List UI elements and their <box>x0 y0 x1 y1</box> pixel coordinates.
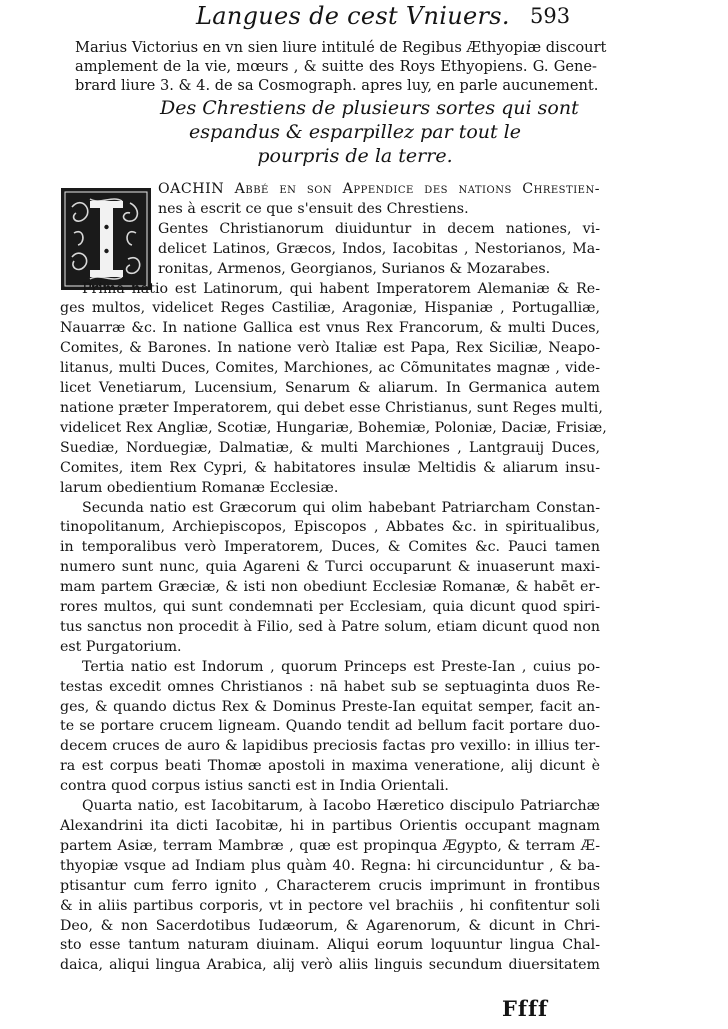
heading-line: Des Chrestiens de plusieurs sortes qui sont <box>160 97 579 119</box>
section-heading <box>160 96 579 168</box>
text-line: Nauarræ &c. In natione Gallica est vnus Rex Francorum, & multi Duces, <box>60 320 600 337</box>
text-line: Prima natio est Latinorum, qui habent Imperatorem Alemaniæ & Re- <box>82 280 600 297</box>
text-line: Alexandrini ita dicti Iacobitæ, hi in partibus Orientis occupant magnam <box>60 818 600 834</box>
text-line: Comites, item Rex Cypri, & habitatores insulæ Meltidis & aliarum insu- <box>60 459 600 476</box>
heading-line: espandus & esparpillez par tout le <box>188 121 522 143</box>
text-line: te se portare crucem ligneam. Quando tendit ad bellum facit portare duo- <box>60 718 600 735</box>
text-line: tus sanctus non procedit à Filio, sed à Patre solum, etiam dicunt quod non <box>60 618 600 635</box>
text-line: ronitas, Armenos, Georgianos, Surianos & Mozarabes. <box>158 260 551 277</box>
text-line: partem Asiæ, terram Mambræ , quæ est propinqua Ægypto, & terram Æ- <box>60 837 600 854</box>
intro-paragraph <box>75 38 607 95</box>
text-line: rores multos, qui sunt condemnati per Ecclesiam, quia dicunt quod spiri- <box>60 599 600 616</box>
text-line: nes à escrit ce que s'ensuit des Chrestiens. <box>158 200 469 217</box>
page-number: 593 <box>530 4 571 28</box>
signature-mark: Ffff <box>502 996 549 1021</box>
text-line: videlicet Rex Angliæ, Scotiæ, Hungariæ, Bohemiæ, Poloniæ, Daciæ, Frisiæ, <box>60 419 607 436</box>
text-line: litanus, multi Duces, Comites, Marchiones, ac Cõmunitates magnæ , vide- <box>60 360 600 377</box>
text-line: licet Venetiarum, Lucensium, Senarum & aliarum. In Germanica autem <box>60 380 600 397</box>
text-line: testas excedit omnes Christianos : nā habet sub se septuaginta duos Re- <box>60 678 600 695</box>
running-title: Langues de cest Vniuers. <box>196 2 510 30</box>
text-line: Comites, & Barones. In natione verò Italiæ est Papa, Rex Siciliæ, Neapo- <box>60 340 600 357</box>
text-line: larum obedientium Romanæ Ecclesiæ. <box>60 479 339 496</box>
text-line: natione præter Imperatorem, qui debet esse Christianus, sunt Reges multi, <box>60 399 603 416</box>
text-line: ra est corpus beati Thomæ apostoli in maxima veneratione, alij dicunt è <box>60 758 600 775</box>
text-line: contra quod corpus istius sancti est in India Orientali. <box>60 778 449 795</box>
text-line: ges multos, videlicet Reges Castiliæ, Aragoniæ, Hispaniæ , Portugalliæ, <box>60 300 600 317</box>
text-line: OACHIN Abbé en son Appendice des nations Chrestien- <box>158 181 600 197</box>
intro-line: brard liure 3. & 4. de sa Cosmograph. apres luy, en parle aucunement. <box>75 77 599 94</box>
body-text <box>60 180 607 976</box>
text-line: tinopolitanum, Archiepiscopos, Episcopos , Abbates &c. in spiritualibus, <box>60 519 600 536</box>
text-line: ges, & quando dictus Rex & Dominus Preste-Ian equitat semper, facit an- <box>60 698 600 715</box>
text-line: delicet Latinos, Græcos, Indos, Iacobitas , Nestorianos, Ma- <box>158 240 600 257</box>
text-line: ptisantur cum ferro ignito , Characterem crucis imprimunt in frontibus <box>60 877 600 894</box>
text-line: thyopiæ vsque ad Indiam plus quàm 40. Regna: hi circunciduntur , & ba- <box>60 857 600 874</box>
text-line: sto esse tantum naturam diuinam. Aliqui eorum loquuntur lingua Chal- <box>60 937 600 954</box>
text-line: Quarta natio, est Iacobitarum, à Iacobo Hæretico discipulo Patriarchæ <box>82 798 600 815</box>
text-line: mam partem Græciæ, & isti non obediunt Ecclesiæ Romanæ, & habēt er- <box>60 579 600 596</box>
text-line: daica, aliqui lingua Arabica, alij verò aliis linguis secundum diuersitatem <box>60 957 600 974</box>
text-line: numero sunt nunc, quia Agareni & Turci occuparunt & inuaserunt maxi- <box>60 559 600 576</box>
text-line: Deo, & non Sacerdotibus Iudæorum, & Agarenorum, & dicunt in Chri- <box>60 917 600 934</box>
text-line: Secunda natio est Græcorum qui olim habebant Patriarcham Constan- <box>82 499 600 516</box>
text-line: & in aliis partibus corporis, vt in pectore vel brachiis , hi confitentur soli <box>60 897 600 914</box>
text-line: Suediæ, Norduegiæ, Dalmatiæ, & multi Marchiones , Lantgrauij Duces, <box>60 439 600 456</box>
text-line: decem cruces de auro & lapidibus preciosis factas pro vexillo: in illius ter- <box>60 738 600 755</box>
intro-line: Marius Victorius en vn sien liure intitulé de Regibus Æthyopiæ discourt <box>75 39 607 56</box>
text-line: Gentes Christianorum diuiduntur in decem nationes, vi- <box>158 220 600 237</box>
text-line: in temporalibus verò Imperatorem, Duces, & Comites &c. Pauci tamen <box>60 539 600 556</box>
heading-line: pourpris de la terre. <box>257 145 453 167</box>
text-line: est Purgatorium. <box>60 638 182 655</box>
intro-line: amplement de la vie, mœurs , & suitte des Roys Ethyopiens. G. Gene- <box>75 58 597 75</box>
text-line: Tertia natio est Indorum , quorum Princeps est Preste-Ian , cuius po- <box>82 658 600 675</box>
